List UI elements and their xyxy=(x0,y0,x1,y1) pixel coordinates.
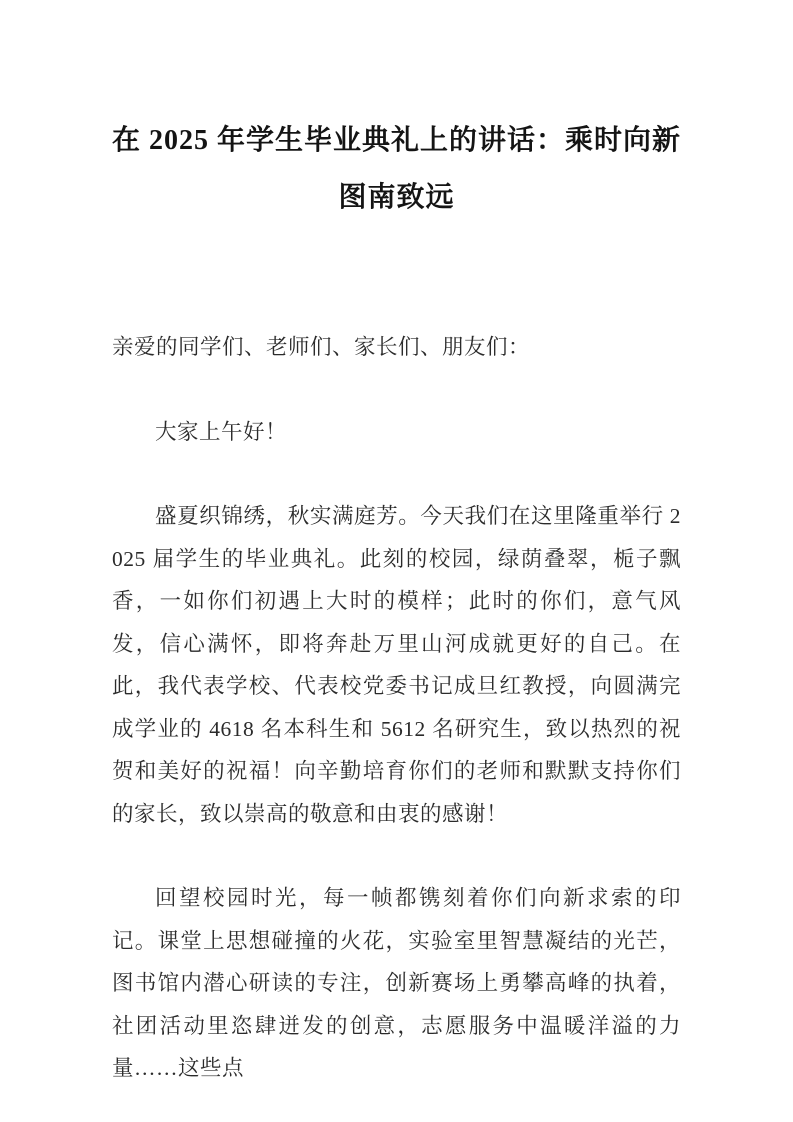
document-title: 在 2025 年学生毕业典礼上的讲话：乘时向新图南致远 xyxy=(112,125,682,213)
paragraph: 亲爱的同学们、老师们、家长们、朋友们： xyxy=(112,335,531,359)
paragraph: 盛夏织锦绣，秋实满庭芳。今天我们在这里隆重举行 2025 届学生的毕业典礼。此刻的校园，绿荫叠翠，栀子飘香，一如你们初遇上大时的模样；此时的你们，意气风发，信心满怀，即将奔赴万里山河成就更好的自己。在此，我代表学校、代表校党委书记成旦红教授，向圆满完成学业的 4618 名本科生和 5612 名研究生，致以热烈的祝贺和美好的祝福！向辛勤培育你们的老师和默默支持你们的家长，致以崇高的敬意和由衷的感谢！ xyxy=(112,504,681,826)
paragraph: 回望校园时光，每一帧都镌刻着你们向新求索的印记。课堂上思想碰撞的火花，实验室里智慧凝结的光芒，图书馆内潜心研读的专注，创新赛场上勇攀高峰的执着，社团活动里恣肆迸发的创意，志愿服务中温暖洋溢的力量……这些点 xyxy=(112,886,681,1080)
paragraph: 大家上午好！ xyxy=(155,419,288,444)
document-body xyxy=(112,326,681,1090)
